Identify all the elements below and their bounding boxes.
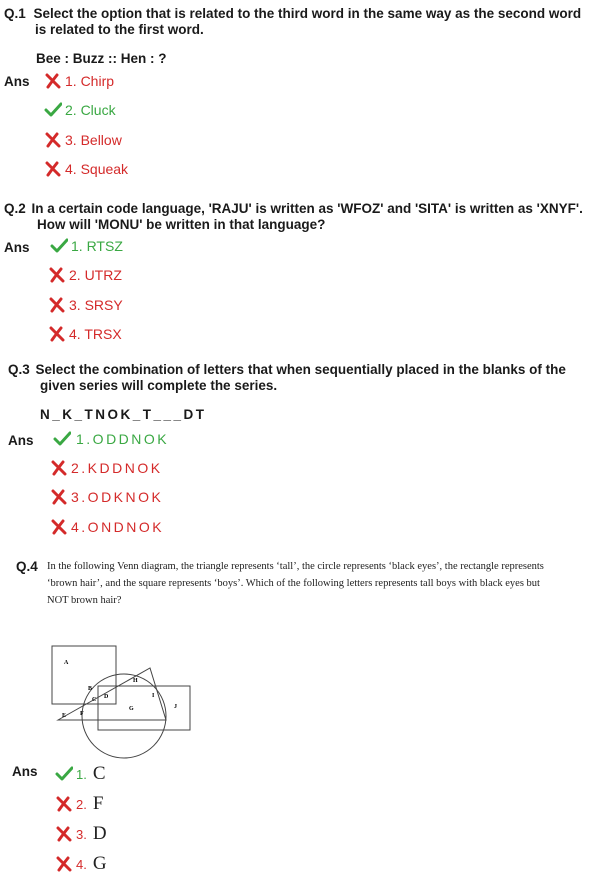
q1-option-2[interactable]: [44, 102, 116, 118]
q2-option-1-text: 1. RTSZ: [71, 238, 123, 254]
label-g: G: [129, 706, 134, 712]
cross-icon: [48, 267, 66, 283]
q2-option-4[interactable]: [48, 326, 122, 342]
check-icon: [55, 766, 73, 782]
q2-option-2-text: 2. UTRZ: [69, 267, 122, 283]
q4-option-4-number: 4.: [76, 856, 87, 872]
q1-number: Q.1: [4, 6, 26, 21]
q4-text-line1: In the following Venn diagram, the triangle represents ‘tall’, the circle represents ‘black eyes’, the rectangle represents: [47, 561, 544, 572]
cross-icon: [55, 856, 73, 872]
q3-option-4-text: 4.ONDNOK: [71, 519, 165, 535]
q1-text-line2: is related to the first word.: [35, 22, 204, 37]
q4-option-2-letter: F: [92, 793, 104, 814]
q3-option-3-text: 3.ODKNOK: [71, 489, 164, 505]
q3-option-1-text: 1.ODDNOK: [76, 431, 170, 447]
q2-heading: [4, 201, 583, 217]
label-a: A: [64, 660, 69, 666]
q1-option-4-text: 4. Squeak: [65, 161, 129, 177]
q2-option-3[interactable]: [48, 297, 123, 313]
q3-option-2[interactable]: [50, 460, 163, 476]
label-h: H: [133, 678, 138, 684]
q1-heading: [4, 6, 581, 22]
q4-option-1-number: 1.: [76, 766, 87, 782]
q4-option-2-number: 2.: [76, 796, 87, 812]
q1-option-1[interactable]: [44, 73, 114, 89]
q3-option-4[interactable]: [50, 519, 164, 535]
q2-option-3-text: 3. SRSY: [69, 297, 123, 313]
q3-option-3[interactable]: [50, 489, 163, 505]
label-e: E: [62, 713, 67, 719]
q1-subquestion: Bee : Buzz :: Hen : ?: [36, 51, 167, 66]
q4-text-line2: ‘brown hair’, and the square represents ‘boys’. Which of the following letters represents tall boys with black eyes but: [47, 578, 540, 589]
q4-option-3-letter: D: [92, 823, 107, 844]
q4-option-4[interactable]: [55, 853, 107, 875]
q1-option-3-text: 3. Bellow: [65, 132, 122, 148]
q3-number: Q.3: [8, 362, 30, 377]
q1-answer-label: Ans: [4, 74, 30, 89]
cross-icon: [50, 489, 68, 505]
q3-text-line2: given series will complete the series.: [40, 378, 278, 393]
label-f: F: [80, 711, 84, 717]
q3-option-1[interactable]: [53, 431, 169, 447]
q1-option-3[interactable]: [44, 132, 122, 148]
q2-text-line1: In a certain code language, 'RAJU' is written as 'WFOZ' and 'SITA' is written as 'XNYF'.: [31, 201, 583, 216]
q1-option-4[interactable]: [44, 161, 128, 177]
label-d: D: [104, 694, 109, 700]
label-c: C: [92, 697, 97, 703]
label-j: J: [174, 704, 177, 710]
cross-icon: [44, 132, 62, 148]
cross-icon: [48, 297, 66, 313]
q1-text-line1: Select the option that is related to the third word in the same way as the second word: [33, 6, 582, 21]
q4-number: Q.4: [16, 559, 38, 574]
q4-text: [47, 558, 607, 609]
circle-black-eyes: [82, 674, 166, 758]
q3-option-2-text: 2.KDDNOK: [71, 460, 163, 476]
q3-subquestion: N_K_TNOK_T___DT: [40, 407, 207, 422]
cross-icon: [50, 460, 68, 476]
check-icon: [50, 238, 68, 254]
cross-icon: [55, 796, 73, 812]
q4-option-1-letter: C: [92, 763, 106, 784]
q4-answer-label: Ans: [12, 764, 38, 779]
check-icon: [44, 102, 62, 118]
q4-option-3-number: 3.: [76, 826, 87, 842]
q3-text-line1: Select the combination of letters that when sequentially placed in the blanks of the: [35, 362, 566, 377]
q4-option-2[interactable]: [55, 793, 103, 815]
q2-text-line2: How will 'MONU' be written in that language?: [37, 217, 326, 232]
q1-option-1-text: 1. Chirp: [65, 73, 115, 89]
q4-option-4-letter: G: [92, 853, 107, 874]
q1-option-2-text: 2. Cluck: [65, 102, 116, 118]
q4-option-3[interactable]: [55, 823, 107, 845]
q4-option-1[interactable]: [55, 763, 106, 785]
cross-icon: [44, 73, 62, 89]
q3-heading: [8, 362, 566, 378]
check-icon: [53, 431, 71, 447]
cross-icon: [50, 519, 68, 535]
q2-number: Q.2: [4, 201, 26, 216]
label-i: I: [152, 693, 155, 699]
q2-option-1[interactable]: [50, 238, 123, 254]
q2-option-4-text: 4. TRSX: [69, 326, 122, 342]
label-b: B: [88, 686, 93, 692]
venn-diagram: [40, 640, 200, 765]
q2-answer-label: Ans: [4, 240, 30, 255]
cross-icon: [48, 326, 66, 342]
q4-text-line3: NOT brown hair?: [47, 595, 122, 606]
cross-icon: [55, 826, 73, 842]
cross-icon: [44, 161, 62, 177]
q2-option-2[interactable]: [48, 267, 122, 283]
q3-answer-label: Ans: [8, 433, 34, 448]
